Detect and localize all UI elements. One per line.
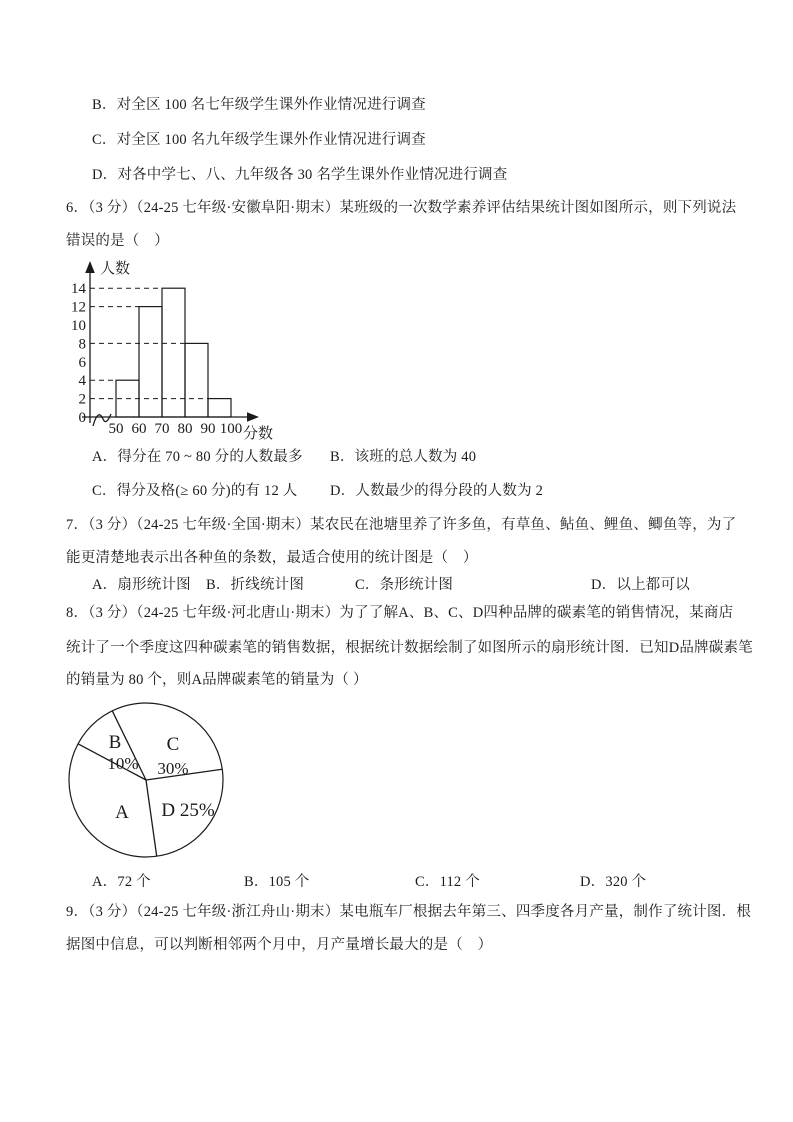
q6-option-b: B．该班的总人数为 40	[330, 449, 477, 465]
y-axis-arrow-icon	[85, 261, 95, 273]
pie-slice-label: C	[166, 734, 180, 755]
y-axis-title: 人数	[100, 261, 131, 277]
q5-option-c: C．对全区 100 名九年级学生课外作业情况进行调查	[92, 132, 426, 148]
x-tick-label: 50	[108, 421, 124, 437]
q7-option-d: D．以上都可以	[591, 577, 690, 593]
pen-brand-pie-chart	[60, 695, 240, 870]
q8-stem-line2: 统计了一个季度这四种碳素笔的销售数据，根据统计数据绘制了如图所示的扇形统计图．已知D品牌碳素笔	[66, 640, 753, 656]
x-tick-label: 60	[131, 421, 147, 437]
y-tick-label: 8	[78, 336, 86, 353]
q8-option-c: C．112 个	[415, 874, 480, 890]
q6-stem-line1: 6．（3 分）（24-25 七年级·安徽阜阳·期末）某班级的一次数学素养评估结果统计图如图所示，则下列说法	[66, 200, 737, 216]
score-histogram	[58, 256, 298, 446]
q9-stem-line1: 9．（3 分）（24-25 七年级·浙江舟山·期末）某电瓶车厂根据去年第三、四季度各月产量，制作了统计图．根	[66, 904, 752, 920]
q9-stem-line2: 据图中信息，可以判断相邻两个月中，月产量增长最大的是（ ）	[66, 937, 493, 953]
q6-histogram-figure	[58, 256, 298, 446]
x-tick-label: 70	[154, 421, 170, 437]
y-tick-label: 12	[71, 299, 86, 316]
q8-stem-line1: 8．（3 分）（24-25 七年级·河北唐山·期末）为了了解A、B、C、D四种品牌的碳素笔的销售情况，某商店	[66, 605, 734, 621]
q6-option-d: D．人数最少的得分段的人数为 2	[330, 483, 544, 499]
q8-option-b: B．105 个	[244, 874, 310, 890]
x-axis-arrow-icon	[247, 412, 259, 422]
y-tick-label: 14	[71, 281, 86, 298]
q7-option-a: A．扇形统计图	[92, 577, 191, 593]
pie-slice-label: D 25%	[161, 800, 215, 821]
q7-option-b: B．折线统计图	[206, 577, 305, 593]
x-tick-label: 100	[219, 421, 243, 437]
q7-option-c: C．条形统计图	[355, 577, 454, 593]
x-axis-title: 分数	[243, 426, 274, 442]
pie-slice-percent: 10%	[107, 754, 139, 773]
histogram-bar	[208, 399, 231, 417]
pie-slice-percent: 30%	[157, 759, 189, 778]
q6-option-a: A．得分在 70 ~ 80 分的人数最多	[92, 449, 303, 465]
x-tick-label: 80	[177, 421, 193, 437]
q7-stem-line2: 能更清楚地表示出各种鱼的条数，最适合使用的统计图是（ ）	[66, 550, 478, 566]
q7-stem-line1: 7．（3 分）（24-25 七年级·全国·期末）某农民在池塘里养了许多鱼，有草鱼、鲇鱼、鲤鱼、鲫鱼等，为了	[66, 517, 737, 533]
pie-slice-label: B	[108, 732, 122, 753]
q6-stem-line2: 错误的是（ ）	[66, 233, 169, 249]
y-tick-label: 10	[71, 318, 86, 334]
x-tick-label: 90	[200, 421, 216, 437]
histogram-bar	[139, 307, 162, 417]
y-tick-label: 0	[78, 410, 86, 426]
y-tick-label: 4	[78, 373, 86, 390]
y-tick-label: 2	[78, 391, 86, 408]
q6-option-c: C．得分及格(≥ 60 分)的有 12 人	[92, 483, 298, 499]
pie-divider	[146, 780, 157, 856]
histogram-bar	[162, 288, 185, 417]
histogram-bar	[185, 343, 208, 417]
q5-option-d: D．对各中学七、八、九年级各 30 名学生课外作业情况进行调查	[92, 167, 508, 183]
q8-stem-line3: 的销量为 80 个，则A品牌碳素笔的销量为（ ）	[66, 672, 368, 688]
q8-option-a: A．72 个	[92, 874, 151, 890]
q8-option-d: D．320 个	[580, 874, 647, 890]
y-tick-label: 6	[78, 354, 86, 371]
q8-pie-figure	[60, 695, 240, 870]
pie-slice-label: A	[115, 802, 129, 823]
q5-option-b: B．对全区 100 名七年级学生课外作业情况进行调查	[92, 97, 426, 113]
